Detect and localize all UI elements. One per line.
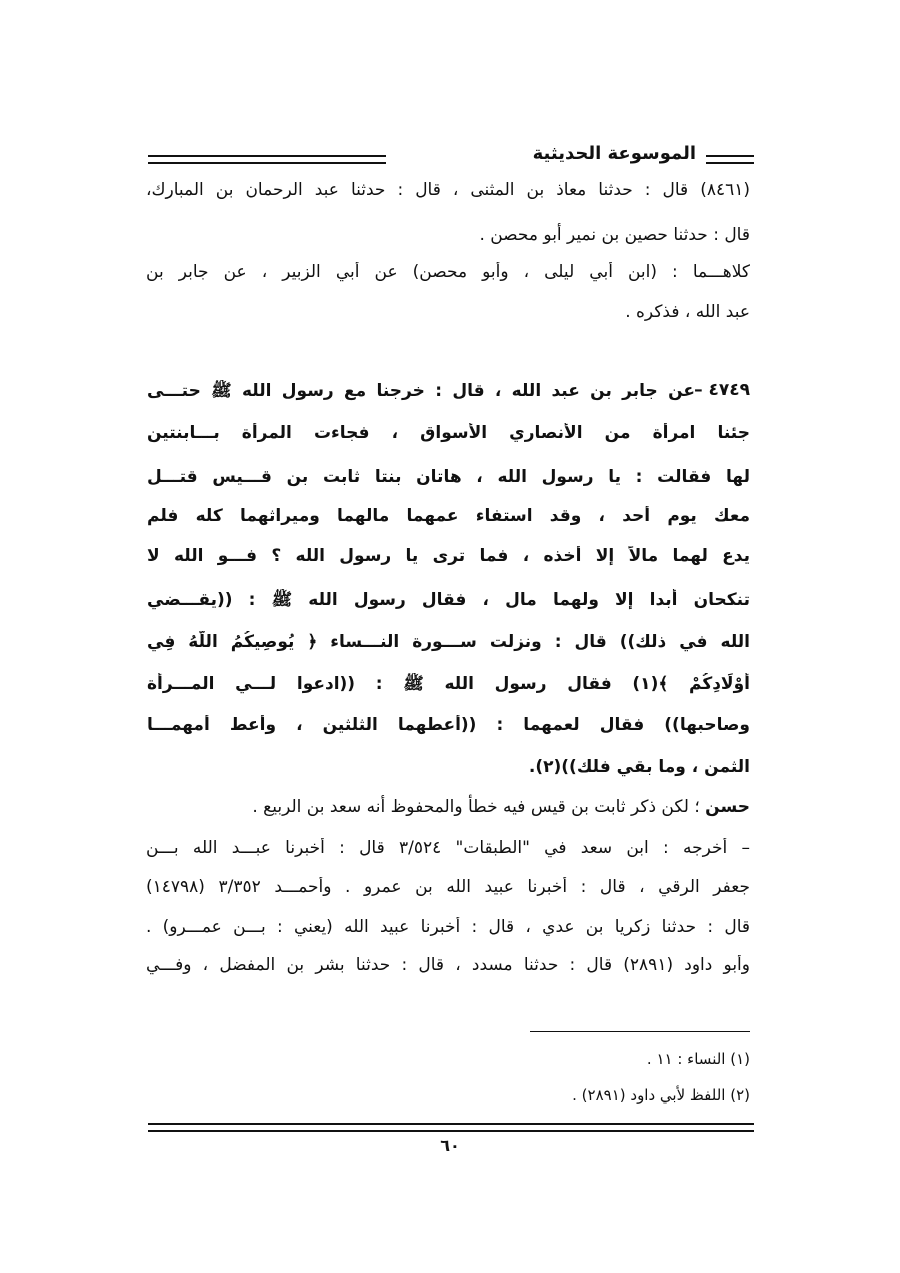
grading-text: ؛ لكن ذكر ثابت بن قيس فيه خطأ والمحفوظ أنه سعد بن الربيع . <box>252 797 700 817</box>
footnote: (١) النساء : ١١ . <box>646 1050 750 1068</box>
header-title: الموسوعة الحديثية <box>532 143 696 164</box>
text-line: (٨٤٦١) قال : حدثنا معاذ بن المثنى ، قال : حدثنا عبد الرحمان بن المبارك، <box>146 180 750 200</box>
hadith-line: تنكحان أبدا إلا ولهما مال ، فقال رسول الله ﷺ : ((يقـــضي <box>147 590 750 610</box>
hadith-number: ٤٧٤٩ – <box>694 380 750 400</box>
takhrij-line: جعفر الرقي ، قال : أخبرنا عبيد الله بن عمرو . وأحمـــد ٣/٣٥٢ (١٤٧٩٨) <box>146 877 750 897</box>
hadith-line: وصاحبها)) فقال لعمهما : ((أعطهما الثلثين ، وأعط أمهمـــا <box>147 715 750 735</box>
grading-line <box>252 797 750 817</box>
text-line: عبد الله ، فذكره . <box>625 302 750 322</box>
header-rule-right <box>706 155 754 164</box>
takhrij-line: وأبو داود (٢٨٩١) قال : حدثنا مسدد ، قال : حدثنا بشر بن المفضل ، وفـــي <box>146 955 750 975</box>
hadith-line: معك يوم أحد ، وقد استفاء عمهما مالهما وميراثهما كله فلم <box>147 506 750 526</box>
text-line: قال : حدثنا حصين بن نمير أبو محصن . <box>479 225 750 245</box>
hadith-line: عن جابر بن عبد الله ، قال : خرجنا مع رسول الله ﷺ حتـــى <box>147 381 695 401</box>
footer-rule <box>148 1123 754 1132</box>
text-line: كلاهـــما : (ابن أبي ليلى ، وأبو محصن) عن أبي الزبير ، عن جابر بن <box>146 262 750 282</box>
page-number: ٦٠ <box>440 1136 460 1155</box>
grading-label: حسن <box>705 797 750 817</box>
hadith-line: يدع لهما مالاً إلا أخذه ، فما ترى يا رسول الله ؟ فـــو الله لا <box>147 546 750 566</box>
footnote-separator <box>530 1031 750 1032</box>
hadith-line: الثمن ، وما بقي فلك))(٢). <box>528 757 750 777</box>
takhrij-line: قال : حدثنا زكريا بن عدي ، قال : أخبرنا عبيد الله (يعني : بـــن عمـــرو) . <box>146 917 750 937</box>
running-header <box>148 143 754 175</box>
footnote: (٢) اللفظ لأبي داود (٢٨٩١) . <box>572 1086 750 1104</box>
takhrij-line: – أخرجه : ابن سعد في "الطبقات" ٣/٥٢٤ قال : أخبرنا عبـــد الله بـــن <box>146 838 750 858</box>
hadith-line: لها فقالت : يا رسول الله ، هاتان بنتا ثابت بن قـــيس قتـــل <box>147 467 750 487</box>
hadith-line: أَوْلَادِكُمْ ﴾(١) فقال رسول الله ﷺ : ((ادعوا لـــي المـــرأة <box>147 674 750 694</box>
hadith-line: جئنا امرأة من الأنصاري الأسواق ، فجاءت المرأة بـــابنتين <box>147 423 750 443</box>
header-rule-left <box>148 155 386 164</box>
hadith-line: الله في ذلك)) قال : ونزلت ســـورة النـــساء ﴿ يُوصِيكُمُ اللَّهُ فِي <box>147 632 750 652</box>
